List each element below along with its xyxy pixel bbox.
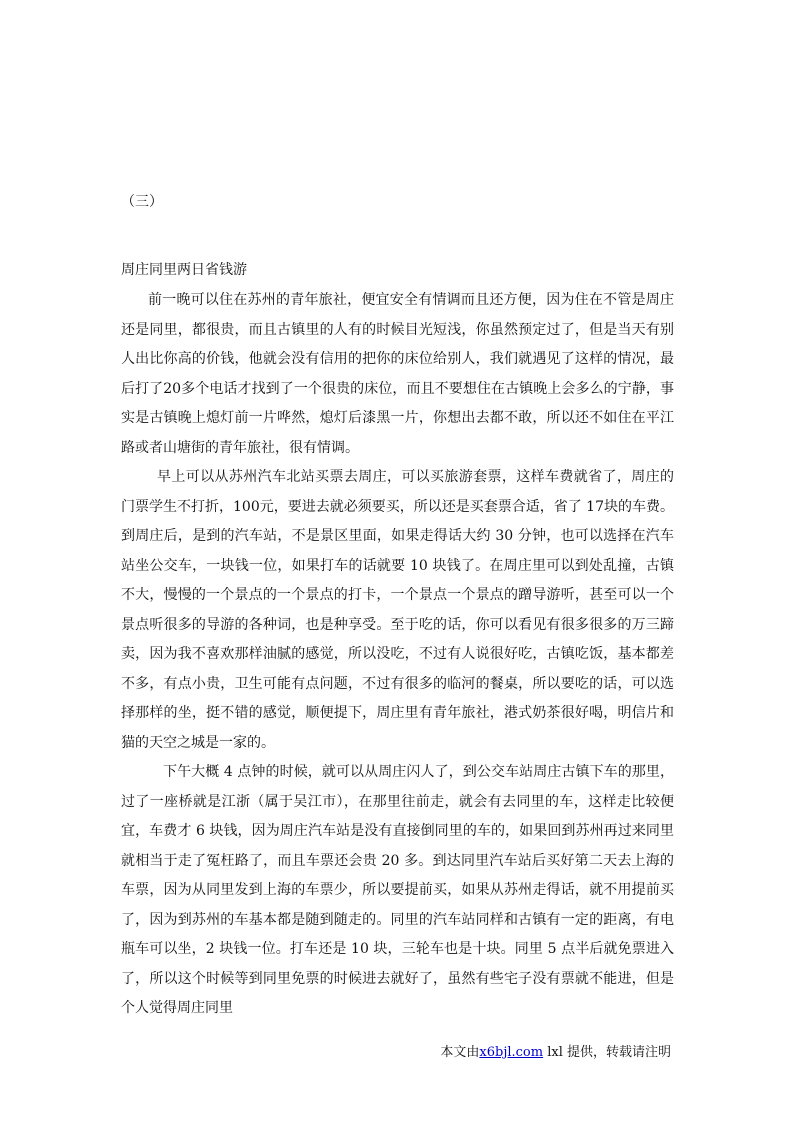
paragraph: 早上可以从苏州汽车北站买票去周庄，可以买旅游套票，这样车费就省了，周庄的门票学生不打折，100元，要进去就必须要买，所以还是买套票合适，省了 17块的车费。到周庄后，是到的汽车站，不是景区里面，如果走得话大约 30 分钟，也可以选择在汽车站坐公交车，一块钱一位，如果打车的话就要 10 块钱了。在周庄里可以到处乱撞，古镇不大，慢慢的一个景点的一个景点的打卡，一个景点一个景点的蹭导游听，甚至可以一个景点听很多的导游的各种词，也是种享受。至于吃的话，你可以看见有很多很多的万三蹄卖，因为我不喜欢那样油腻的感觉，所以没吃，不过有人说很好吃，古镇吃饭，基本都差不多，有点小贵，卫生可能有点问题，不过有很多的临河的餐桌，所以要吃的话，可以选择那样的坐，挺不错的感觉，顺便提下，周庄里有青年旅社，港式奶茶很好喝，明信片和猫的天空之城是一家的。 [121, 469, 674, 751]
section-number: （三） [121, 194, 163, 210]
footer-note [121, 1043, 671, 1063]
article-body [121, 286, 674, 1024]
footer-prefix: 本文由 [440, 1045, 480, 1060]
footer-suffix: lxl 提供，转载请注明 [543, 1045, 671, 1060]
paragraph: 前一晚可以住在苏州的青年旅社，便宜安全有情调而且还方便，因为住在不管是周庄还是同里，都很贵，而且古镇里的人有的时候目光短浅，你虽然预定过了，但是当天有别人出比你高的价钱，他就会没有信用的把你的床位给别人，我们就遇见了这样的情况，最后打了20多个电话才找到了一个很贵的床位，而且不要想住在古镇晚上会多么的宁静，事实是古镇晚上熄灯前一片哗然，熄灯后漆黑一片，你想出去都不敢，所以还不如住在平江路或者山塘街的青年旅社，很有情调。 [121, 292, 674, 456]
paragraph: 下午大概 4 点钟的时候，就可以从周庄闪人了，到公交车站周庄古镇下车的那里，过了一座桥就是江浙（属于吴江市），在那里往前走，就会有去同里的车，这样走比较便宜，车费才 6 块钱，因为周庄汽车站是没有直接倒同里的车的，如果回到苏州再过来同里就相当于走了冤枉路了，而且车票还会贵 20 多。到达同里汽车站后买好第二天去上海的车票，因为从同里发到上海的车票少，所以要提前买，如果从苏州走得话，就不用提前买了，因为到苏州的车基本都是随到随走的。同里的汽车站同样和古镇有一定的距离，有电瓶车可以坐，2 块钱一位。打车还是 10 块，三轮车也是十块。同里 5 点半后就免票进入了，所以这个时候等到同里免票的时候进去就好了，虽然有些宅子没有票就不能进，但是个人觉得周庄同里 [121, 764, 674, 1016]
source-link[interactable]: x6bjl.com [479, 1045, 544, 1060]
article-title: 周庄同里两日省钱游 [121, 262, 247, 278]
